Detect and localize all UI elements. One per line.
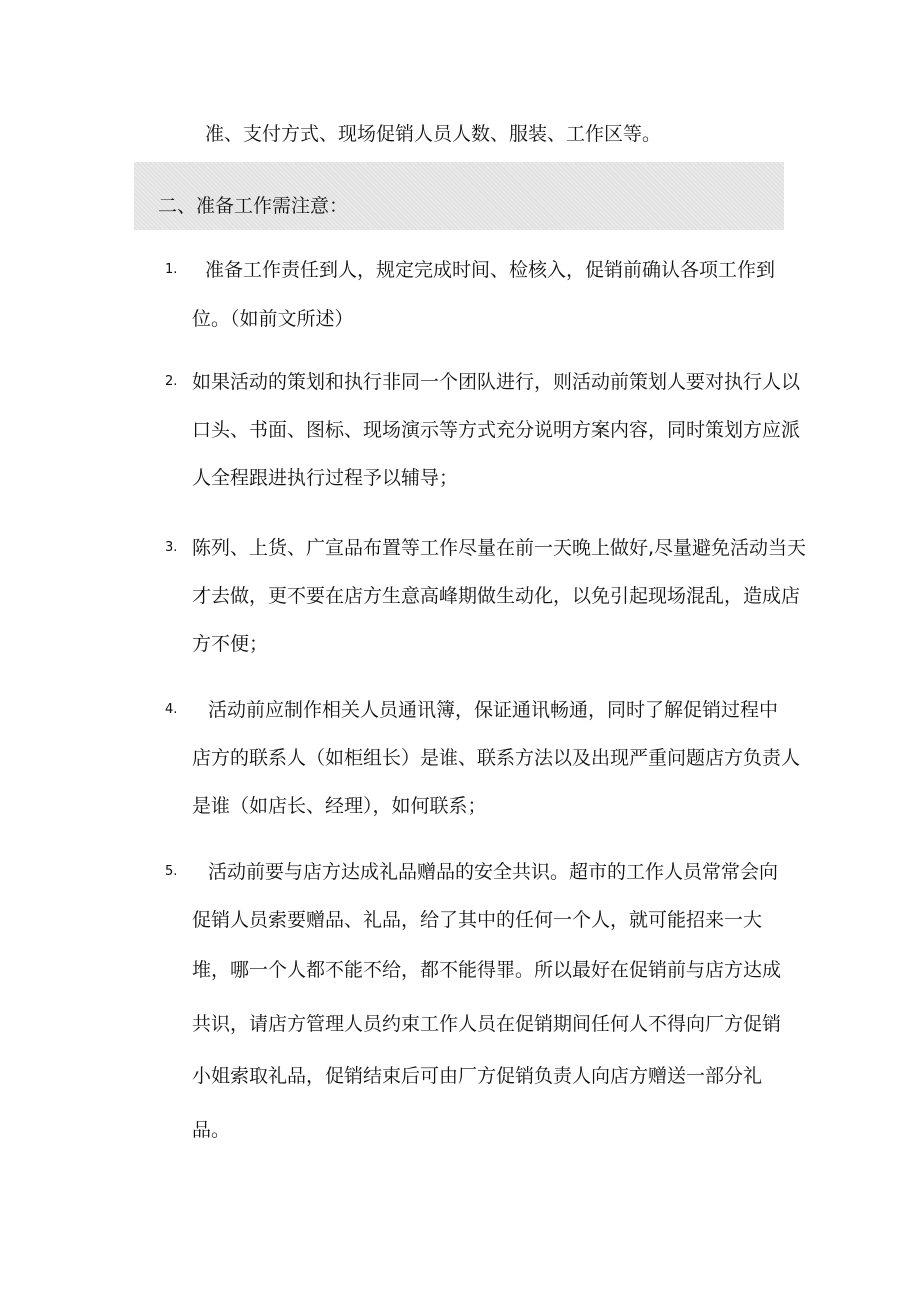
item-number: 3. xyxy=(165,540,178,555)
section-heading-band xyxy=(134,162,784,230)
item-line: 陈列、上货、广宣品布置等工作尽量在前一天晚上做好,尽量避免活动当天 xyxy=(192,537,807,559)
item-line: 小姐索取礼品，促销结束后可由厂方促销负责人向店方赠送一部分礼 xyxy=(192,1065,763,1087)
item-line: 才去做，更不要在店方生意高峰期做生动化，以免引起现场混乱，造成店 xyxy=(192,585,801,607)
item-line: 活动前应制作相关人员通讯簿，保证通讯畅通，同时了解促销过程中 xyxy=(208,699,779,721)
item-line: 促销人员索要赠品、礼品，给了其中的任何一个人，就可能招来一大 xyxy=(192,909,763,931)
item-line: 口头、书面、图标、现场演示等方式充分说明方案内容，同时策划方应派 xyxy=(192,419,801,441)
item-line: 共识，请店方管理人员约束工作人员在促销期间任何人不得向厂方促销 xyxy=(192,1013,782,1035)
item-line: 位。（如前文所述） xyxy=(192,308,354,330)
item-line: 准备工作责任到人，规定完成时间、检核入，促销前确认各项工作到 xyxy=(205,259,776,281)
item-line: 品。 xyxy=(192,1119,231,1141)
item-line: 堆，哪一个人都不能不给，都不能得罪。所以最好在促销前与店方达成 xyxy=(192,959,782,981)
item-line: 方不便； xyxy=(192,633,269,655)
item-line: 人全程跟进执行过程予以辅导； xyxy=(192,467,459,489)
item-number: 4. xyxy=(165,702,178,717)
item-number: 5. xyxy=(165,864,178,879)
item-line: 如果活动的策划和执行非同一个团队进行，则活动前策划人要对执行人以 xyxy=(192,371,801,393)
item-line: 活动前要与店方达成礼品赠品的安全共识。超市的工作人员常常会向 xyxy=(208,861,779,883)
item-line: 是谁（如店长、经理），如何联系； xyxy=(192,795,487,817)
item-number: 2. xyxy=(165,374,178,389)
item-line: 店方的联系人（如柜组长）是谁、联系方法以及出现严重问题店方负责人 xyxy=(192,747,801,769)
item-number: 1. xyxy=(165,262,178,277)
intro-line: 准、支付方式、现场促销人员人数、服装、工作区等。 xyxy=(205,123,662,145)
section-heading: 二、准备工作需注意： xyxy=(158,195,349,217)
